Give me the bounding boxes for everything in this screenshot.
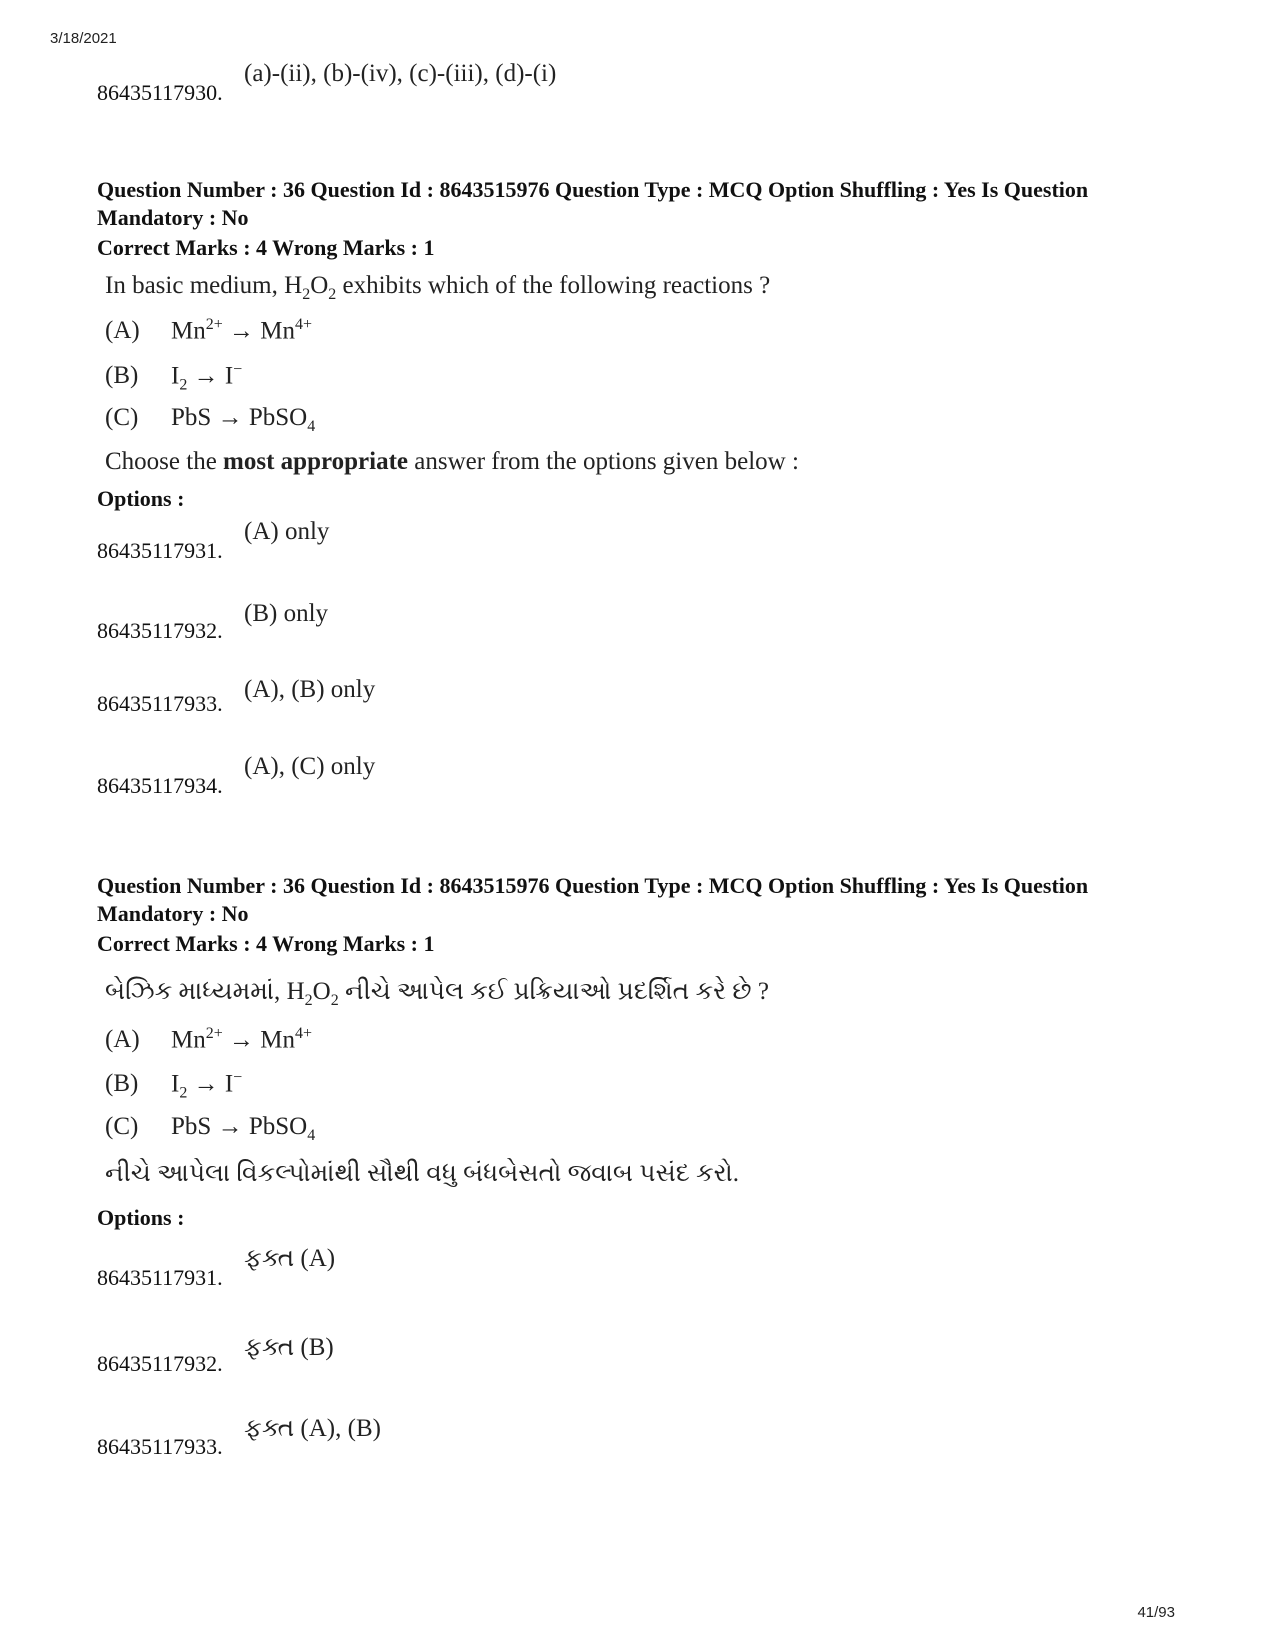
reaction-c: (C) PbS → PbSO$_4$ [105,1113,316,1144]
question-instruction: Choose the most appropriate answer from the options given below : [105,448,799,475]
question-marks: Correct Marks : 4 Wrong Marks : 1 [97,931,435,956]
option-text: (A), (C) only [244,753,376,780]
option-text: ફક્ત (A) [244,1245,336,1272]
option-id: 86435117934. [97,773,223,798]
page-number: 41/93 [1137,1604,1175,1621]
reaction-a: (A) $Mn^{2+} \to Mn^{4+}$ [105,1025,313,1054]
h2o2-formula: $H_2O_2$ [284,272,337,303]
print-date: 3/18/2021 [50,30,117,47]
option-text: (a)-(ii), (b)-(iv), (c)-(iii), (d)-(i) [244,60,557,87]
reaction-b: (B) $I_2 \to I^-$ [105,1069,243,1102]
reaction-c: (C) PbS → PbSO$_4$ [105,404,316,435]
question-stem: બેઝિક માધ્યમમાં, $H_2O_2$ નીચે આપેલ કઈ પ્રક્રિયાઓ પ્રદર્શિત કરે છે ? [105,978,769,1009]
h2o2-formula: $H_2O_2$ [286,978,339,1009]
option-text: ફક્ત (B) [244,1334,334,1361]
reaction-a: (A) $Mn^{2+} \to Mn^{4+}$ [105,316,313,345]
question-marks: Correct Marks : 4 Wrong Marks : 1 [97,235,435,260]
question-instruction: નીચે આપેલા વિકલ્પોમાંથી સૌથી વધુ બંધબેસતો જવાબ પસંદ કરો. [105,1160,740,1187]
option-id: 86435117933. [97,1434,223,1459]
options-label: Options : [97,486,185,511]
option-id: 86435117930. [97,80,223,105]
option-text: ફક્ત (A), (B) [244,1415,381,1442]
question-header: Question Number : 36 Question Id : 8643515976 Question Type : MCQ Option Shuffling : Yes Is Question Mandatory : No [97,873,1089,926]
option-id: 86435117931. [97,1265,223,1290]
option-id: 86435117932. [97,1351,223,1376]
reaction-b: (B) $I_2 \to I^-$ [105,361,243,394]
question-stem: In basic medium, $H_2O_2$ exhibits which of the following reactions ? [105,272,771,303]
option-id: 86435117933. [97,691,223,716]
options-label: Options : [97,1205,185,1230]
option-id: 86435117931. [97,538,223,563]
option-id: 86435117932. [97,618,223,643]
option-text: (B) only [244,600,329,627]
option-text: (A) only [244,518,330,545]
option-text: (A), (B) only [244,676,376,703]
question-header: Question Number : 36 Question Id : 8643515976 Question Type : MCQ Option Shuffling : Yes Is Question Mandatory : No [97,177,1089,230]
